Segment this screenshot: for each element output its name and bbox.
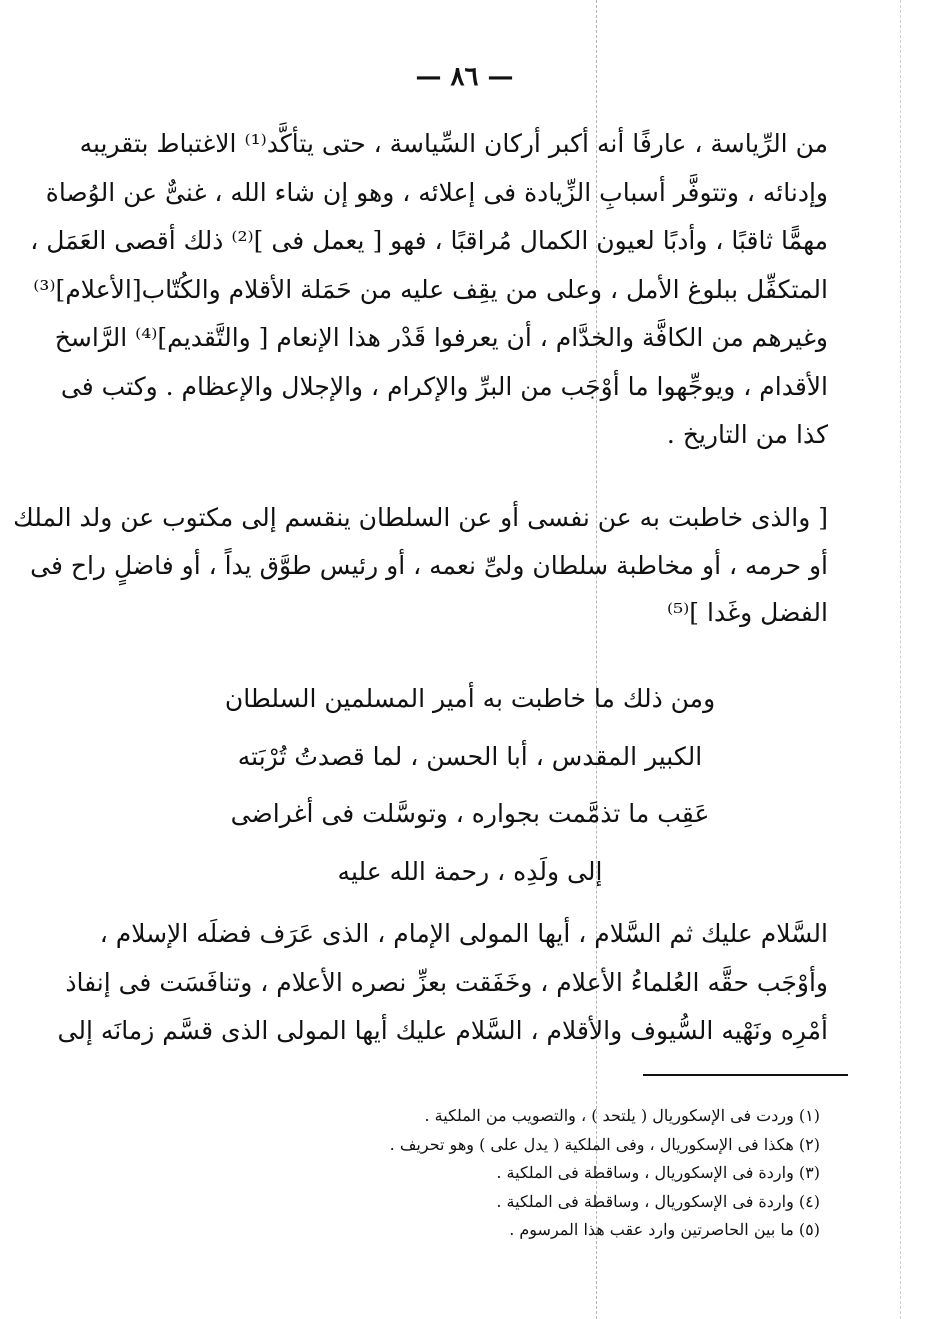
footnote: (٢) هكذا فى الإسكوريال ، وفى الملكية ( يدل على ) وهو تحريف .	[389, 1134, 820, 1154]
footnote: (٥) ما بين الحاصرتين وارد عقب هذا المرسوم .	[509, 1220, 820, 1239]
text-line: وغيرهم من الكافَّة والخدَّام ، أن يعرفوا قَدْر هذا الإنعام [ والتَّقديم]⁽⁴⁾ الرَّاسخ	[54, 323, 828, 352]
text-line: الأقدام ، ويوجِّهوا ما أوْجَب من البرِّ والإكرام ، والإجلال والإعظام . وكتب فى	[60, 371, 828, 401]
text-line: مهمًّا ثاقبًا ، وأدبًا لعيون الكمال مُراقبًا ، فهو [ يعمل فى ]⁽²⁾ ذلك أقصى العَمَل ،	[30, 226, 828, 255]
heading-line: إلى ولَدِه ، رحمة الله عليه	[337, 856, 603, 886]
footnote: (٣) واردة فى الإسكوريال ، وساقطة فى الملكية .	[496, 1163, 820, 1182]
footnote-separator	[643, 1074, 848, 1076]
paragraph-1	[30, 120, 828, 460]
heading-line: عَقِب ما تذمَّمت بجواره ، وتوسَّلت فى أغراضى	[230, 799, 710, 828]
text-line: [ والذى خاطبت به عن نفسى أو عن السلطان ينقسم إلى مكتوب عن ولد الملك	[13, 503, 828, 532]
scan-edge-line	[900, 0, 901, 1319]
text-line: وإدنائه ، وتتوفَّر أسبابِ الزِّيادة فى إعلائه ، وهو إن شاء الله ، غنىٌّ عن الوُصاة	[45, 177, 828, 207]
text-line: الفضل وغَدا ]⁽⁵⁾	[667, 598, 828, 627]
heading-line: ومن ذلك ما خاطبت به أمير المسلمين السلطان	[224, 684, 716, 713]
text-line: كذا من التاريخ .	[666, 420, 828, 449]
text-line: وأوْجَب حقَّه العُلماءُ الأعلام ، وخَفَقت بعزِّ نصره الأعلام ، وتنافَسَت فى إنفاذ	[65, 967, 828, 997]
text-line: أمْرِه ونَهْيه السُّيوف والأقلام ، السَّلام عليك أيها المولى الذى قسَّم زمانَه إلى	[57, 1016, 828, 1045]
page-number: — ٨٦ —	[415, 62, 514, 92]
paragraph-3	[57, 910, 828, 1056]
heading-line: الكبير المقدس ، أبا الحسن ، لما قصدتُ تُرْبَته	[237, 741, 703, 771]
text-line: أو حرمه ، أو مخاطبة سلطان ولىِّ نعمه ، أو رئيس طوَّق يداً ، أو فاضلٍ راح فى	[30, 550, 828, 580]
footnote: (٤) واردة فى الإسكوريال ، وساقطة فى الملكية .	[496, 1191, 820, 1211]
paragraph-2-bracketed	[13, 494, 828, 637]
footnotes	[300, 1102, 820, 1245]
footnote: (١) وردت فى الإسكوريال ( يلتحد ) ، والتصويب من الملكية .	[424, 1106, 820, 1125]
centered-heading-block	[200, 670, 740, 900]
text-line: السَّلام عليك ثم السَّلام ، أيها المولى الإمام ، الذى عَرَف فضلَه الإسلام ،	[99, 919, 828, 948]
text-line: المتكفِّل ببلوغ الأمل ، وعلى من يقِف عليه من حَمَلة الأقلام والكُتّاب[الأعلام]⁽³⁾	[33, 274, 828, 304]
text-line: من الرِّياسة ، عارفًا أنه أكبر أركان السِّياسة ، حتى يتأكَّد⁽¹⁾ الاغتباط بتقريبه	[79, 129, 828, 158]
